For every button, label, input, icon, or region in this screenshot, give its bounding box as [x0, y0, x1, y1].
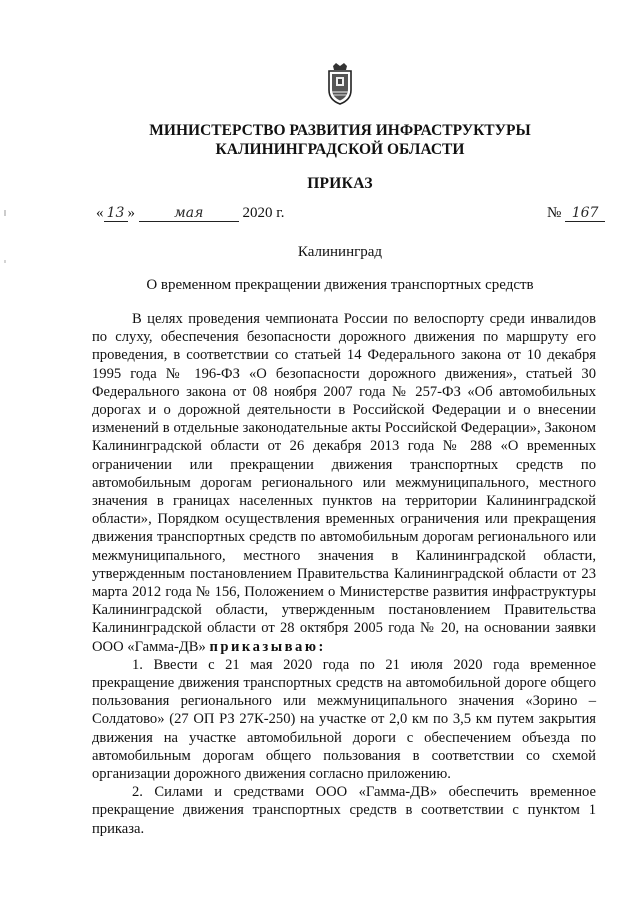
date-month: мая [139, 206, 239, 222]
order-word: приказываю: [209, 638, 326, 655]
date-close-quote: » [127, 205, 135, 221]
document-type-title: ПРИКАЗ [307, 175, 373, 192]
order-number [547, 205, 605, 222]
document-subject: О временном прекращении движения транспортных средств [146, 277, 534, 293]
order-item-1: 1. Ввести с 21 мая 2020 года по 21 июля 2020 года временное прекращение движения транспортных средств на автомобильной дороге общего пользования регионального или межмуниципального значения «Зорино – Солдатово» (27 ОП РЗ 27К-250) на участке от 2,0 км по 3,5 км путем закрытия движения на участке автомобильной дороги с обеспечением объезда по автомобильным дорогам общего пользования в соответствии со схемой организации дорожного движения согласно приложению. [92, 656, 596, 783]
number-sign: № [547, 205, 562, 221]
preamble-paragraph [92, 310, 596, 656]
scan-edge-marks [3, 200, 7, 500]
order-date [96, 205, 284, 222]
ministry-name-line1: МИНИСТЕРСТВО РАЗВИТИЯ ИНФРАСТРУКТУРЫ [149, 122, 531, 139]
order-item-2: 2. Силами и средствами ООО «Гамма-ДВ» обеспечить временное прекращение движения транспортных средств в соответствии с пунктом 1 приказа. [92, 784, 596, 837]
city-name: Калининград [297, 244, 383, 260]
coat-of-arms-icon [325, 62, 355, 106]
preamble-text: В целях проведения чемпионата России по велоспорту среди инвалидов по слуху, обеспечения безопасности дорожного движения по маршруту его проведения, в соответствии со статьей 14 Федерального закона от 10 декабря 1995 года № 196-ФЗ «О безопасности дорожного движения», статьей 30 Федерального закона от 08 ноября 2007 года № 257-ФЗ «Об автомобильных дорогах и о дорожной деятельности в Российской Федерации и о внесении изменений в отдельные законодательные акты Российской Федерации», Законом Калининградской области от 26 декабря 2013 года № 288 «О временных ограничении или прекращении движения транспортных средств по автомобильным дорогам регионального или межмуниципального, местного значения в границах населенных пунктов на территории Калининградской области», Порядком осуществления временных ограничения или прекращения движения транспортных средств по автомобильным дорогам регионального или межмуниципального, местного значения в Калининградской области, утвержденным постановлением Правительства Калининградской области от 23 марта 2012 года № 156, Положением о Министерстве развития инфраструктуры Калининградской области, утвержденным постановлением Правительства Калининградской области от 28 октября 2005 года № 20, на основании заявки ООО «Гамма-ДВ» [92, 311, 596, 655]
date-day: 13 [104, 206, 128, 222]
document-body [92, 310, 596, 838]
number-value: 167 [565, 206, 605, 222]
date-open-quote: « [96, 205, 104, 221]
date-year: 2020 г. [242, 205, 285, 221]
ministry-name-line2: КАЛИНИНГРАДСКОЙ ОБЛАСТИ [215, 141, 465, 158]
